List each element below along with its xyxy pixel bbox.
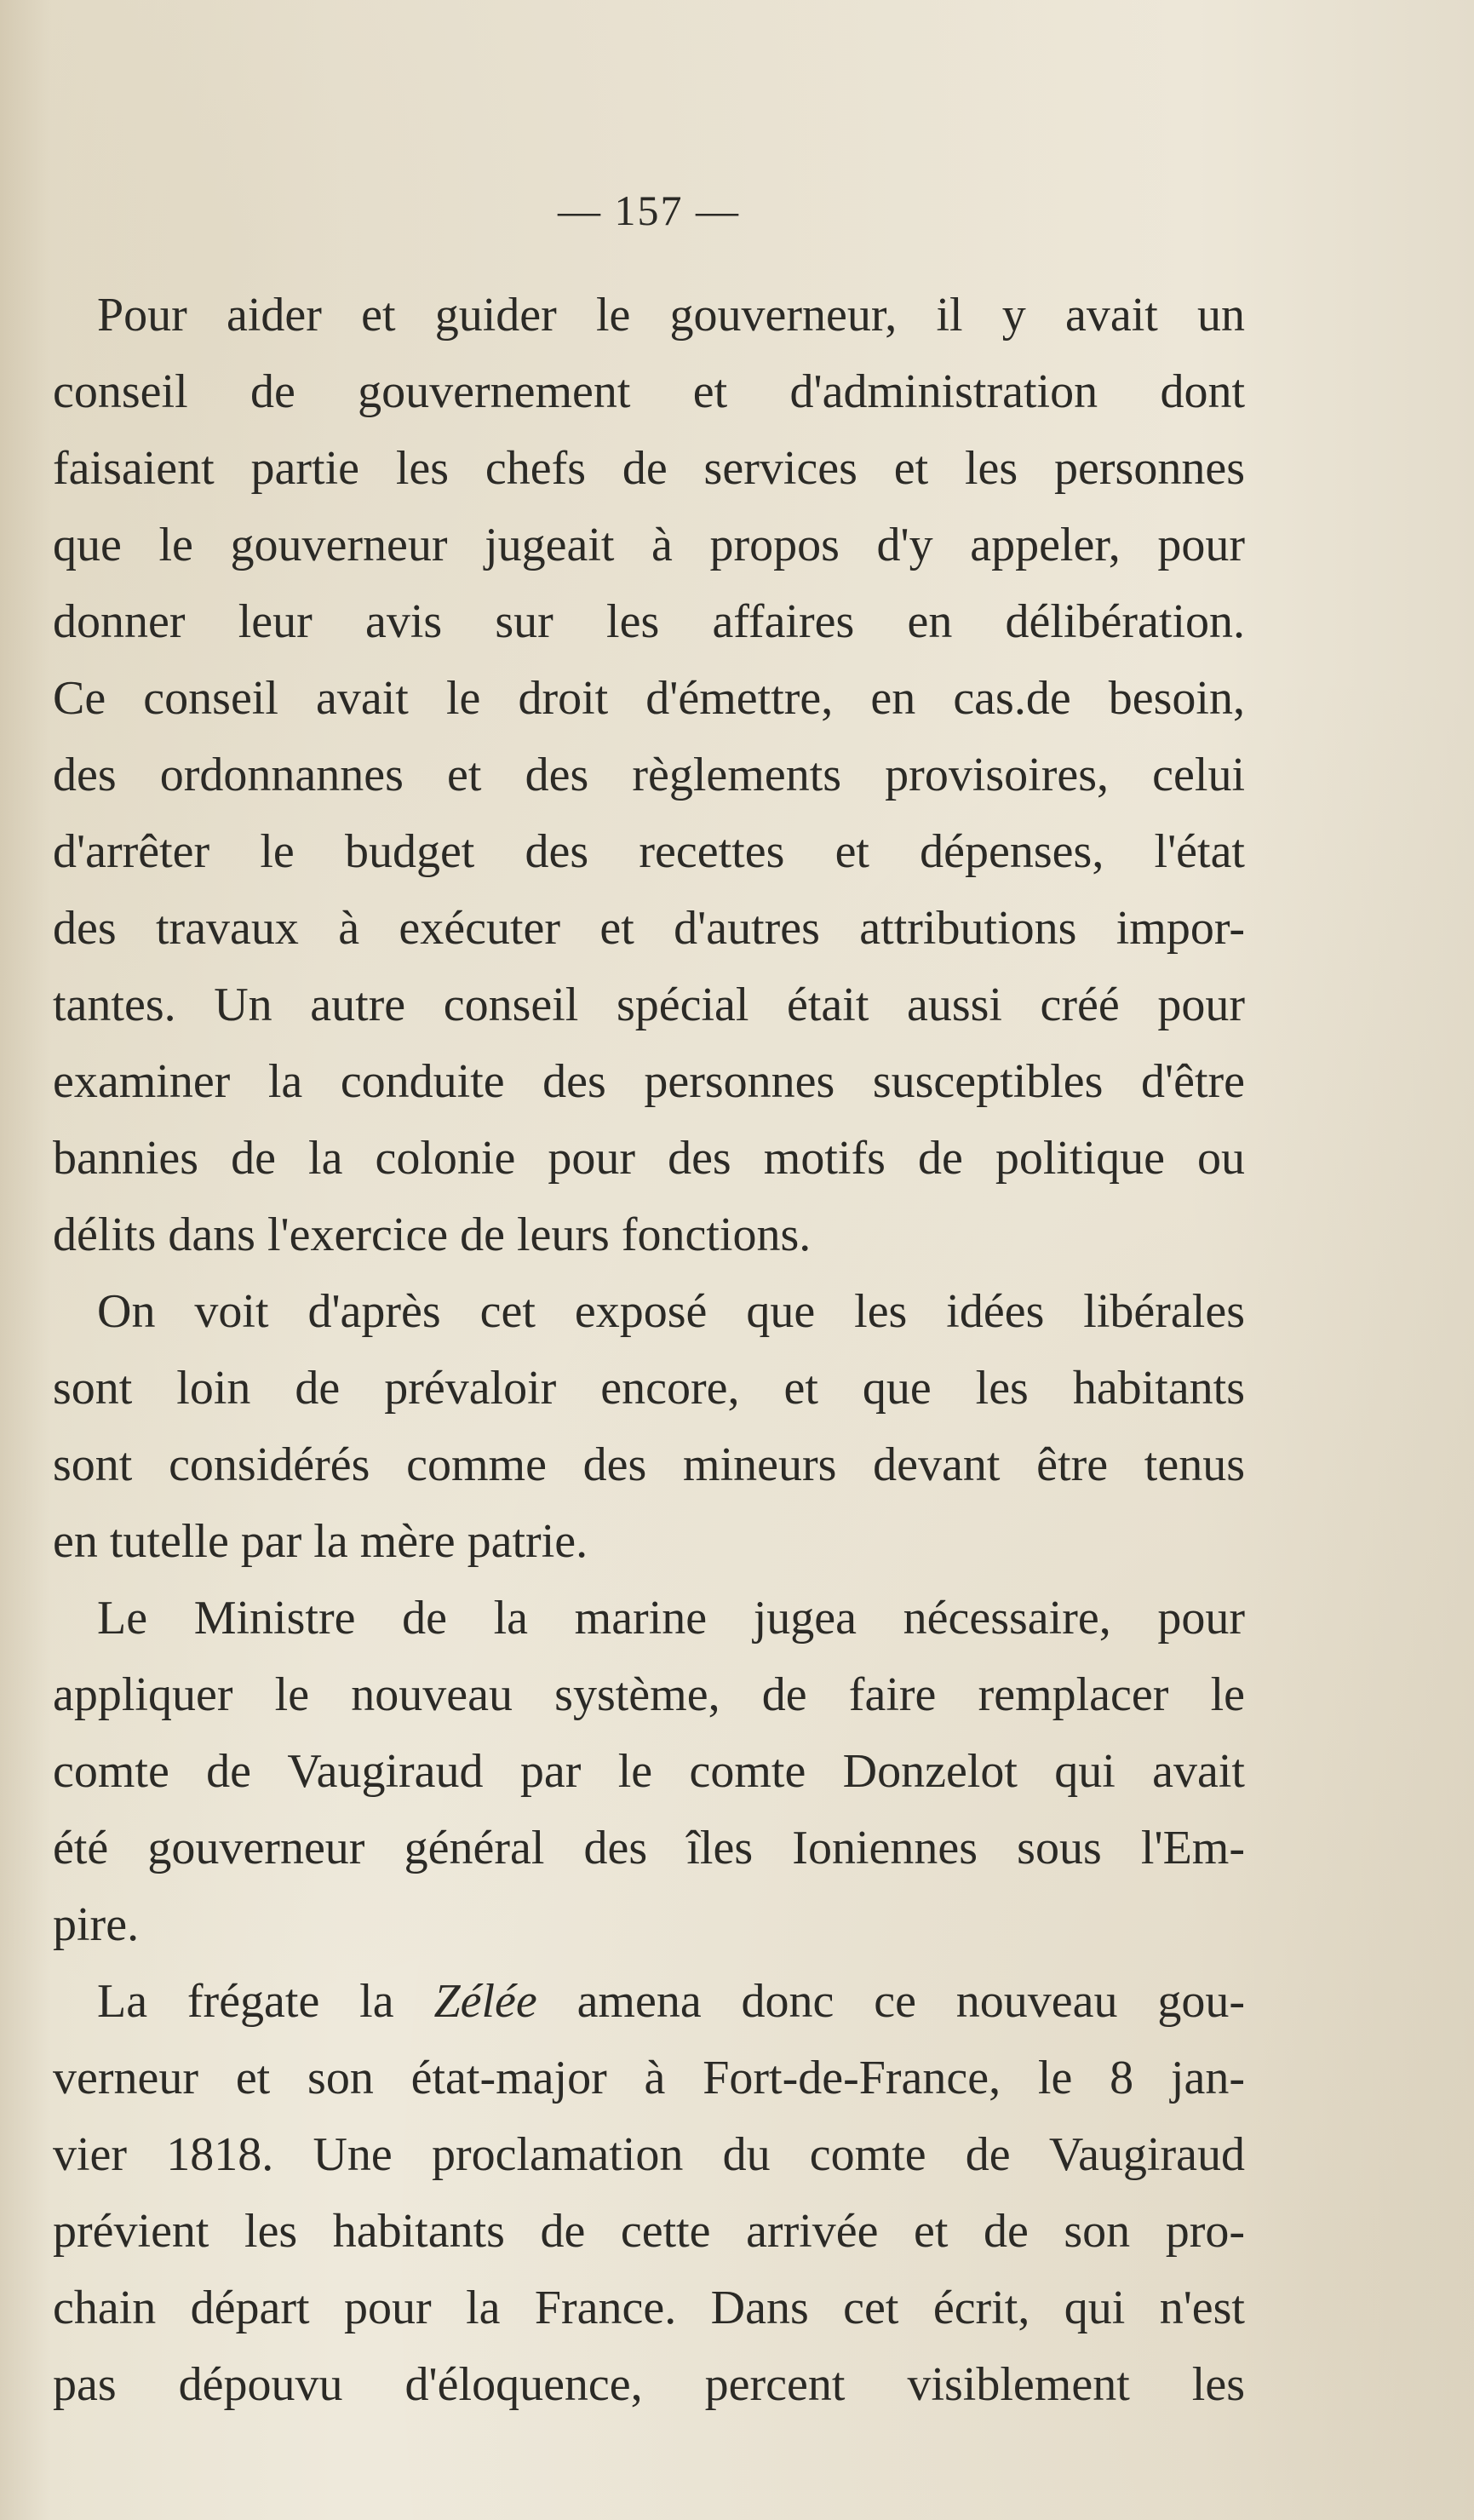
page-number: — 157 —	[558, 187, 740, 234]
text-line: appliquer le nouveau système, de faire remplacer le	[53, 1668, 1245, 1721]
text-line: Ce conseil avait le droit d'émettre, en cas.de besoin,	[53, 672, 1245, 725]
text-line: vier 1818. Une proclamation du comte de Vaugiraud	[53, 2128, 1245, 2181]
text-line: tantes. Un autre conseil spécial était aussi créé pour	[53, 979, 1245, 1031]
text-line: faisaient partie les chefs de services et les personnes	[53, 442, 1245, 495]
text-line: comte de Vaugiraud par le comte Donzelot qui avait	[53, 1745, 1245, 1798]
text-line: Pour aider et guider le gouverneur, il y avait un	[97, 289, 1245, 342]
text-line: conseil de gouvernement et d'administration dont	[53, 365, 1245, 418]
text-line: sont loin de prévaloir encore, et que les habitants	[53, 1362, 1245, 1415]
text-segment: La frégate la	[97, 1975, 394, 2028]
text-line: d'arrêter le budget des recettes et dépenses, l'état	[53, 825, 1245, 878]
text-line: donner leur avis sur les affaires en délibération.	[53, 595, 1245, 648]
ship-name: Zélée	[433, 1975, 537, 2028]
text-line: bannies de la colonie pour des motifs de politique ou	[53, 1132, 1245, 1185]
text-line: des ordonnannes et des règlements provisoires, celui	[53, 749, 1245, 801]
text-line: verneur et son état-major à Fort-de-France, le 8 jan-	[53, 2052, 1245, 2104]
text-line: en tutelle par la mère patrie.	[53, 1515, 588, 1568]
text-line: On voit d'après cet exposé que les idées libérales	[97, 1285, 1245, 1338]
text-line: pas dépouvu d'éloquence, percent visiblement les	[53, 2358, 1245, 2411]
text-line: que le gouverneur jugeait à propos d'y appeler, pour	[53, 519, 1245, 571]
text-line: des travaux à exécuter et d'autres attributions impor-	[53, 902, 1245, 955]
text-line: examiner la conduite des personnes susceptibles d'être	[53, 1055, 1245, 1108]
text-line: sont considérés comme des mineurs devant être tenus	[53, 1438, 1245, 1491]
text-line: prévient les habitants de cette arrivée et de son pro-	[53, 2205, 1245, 2258]
text-line: Le Ministre de la marine jugea nécessaire, pour	[97, 1592, 1245, 1645]
text-line: délits dans l'exercice de leurs fonctions.	[53, 1208, 812, 1261]
text-line: chain départ pour la France. Dans cet écrit, qui n'est	[53, 2282, 1245, 2334]
text-line	[53, 1972, 1245, 2031]
text-line: pire.	[53, 1898, 140, 1951]
text-line: été gouverneur général des îles Ioniennes sous l'Em-	[53, 1822, 1245, 1874]
text-segment: amena donc ce nouveau gou-	[576, 1975, 1245, 2028]
